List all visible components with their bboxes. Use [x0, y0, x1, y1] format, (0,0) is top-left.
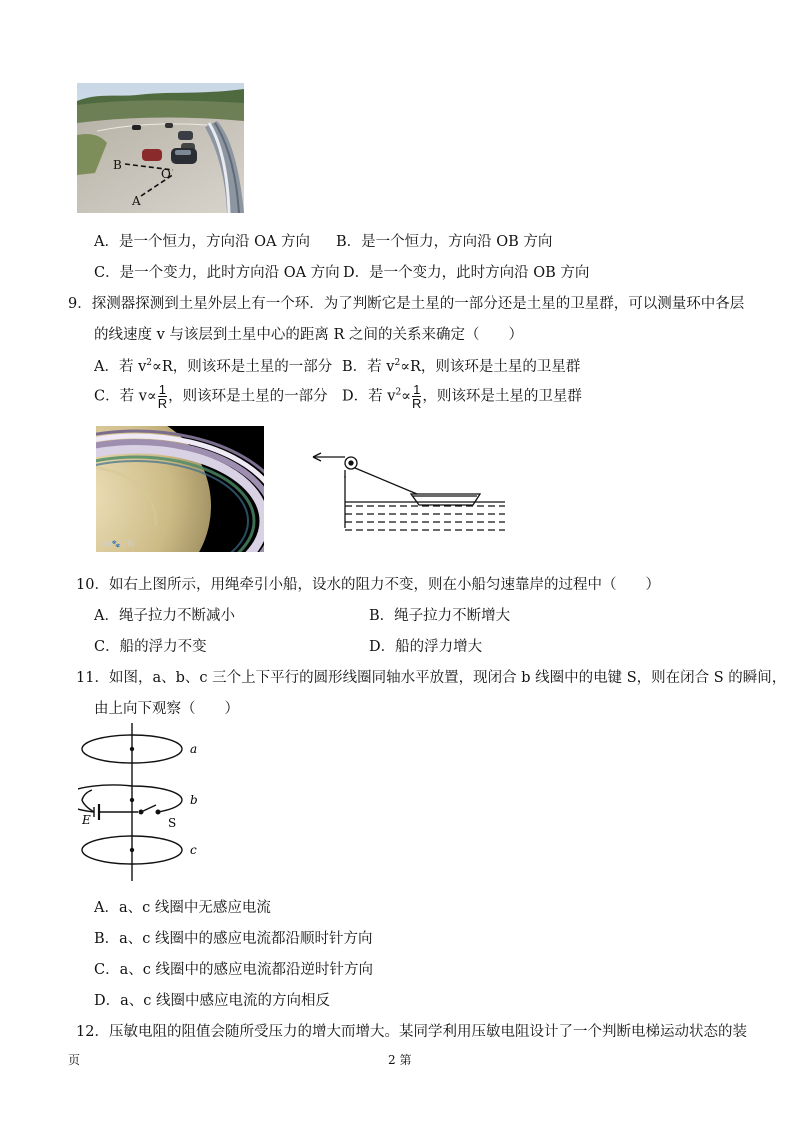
- coils-diagram: [78, 723, 218, 885]
- watermark: Bai🐾百科: [100, 540, 135, 548]
- page-number: 2 第: [388, 1053, 412, 1067]
- q11-stem-line2: 由上向下观察（ ）: [94, 701, 239, 717]
- fraction: $\frac{1}{R}$: [412, 382, 422, 411]
- q8-option-c: C．是一个变力，此时方向沿 OA 方向: [94, 265, 340, 281]
- coil-a-label: a: [190, 742, 198, 756]
- q8-option-b: B．是一个恒力，方向沿 OB 方向: [336, 234, 553, 250]
- q10-stem: 10．如右上图所示，用绳牵引小船，设水的阻力不变，则在小船匀速靠岸的过程中（ ）: [76, 577, 660, 593]
- q9-stem-line2: 的线速度 v 与该层到土星中心的距离 R 之间的关系来确定（ ）: [94, 327, 524, 343]
- q10-option-c: C．船的浮力不变: [94, 639, 207, 655]
- q10-option-b: B．绳子拉力不断增大: [369, 608, 511, 624]
- footer-left: 页: [68, 1053, 81, 1067]
- q10-option-d: D．船的浮力增大: [369, 639, 483, 655]
- label-a: A: [132, 194, 141, 208]
- q8-option-d: D．是一个变力，此时方向沿 OB 方向: [343, 265, 590, 281]
- q10-option-a: A．绳子拉力不断减小: [94, 608, 235, 624]
- q11-option-c: C．a、c 线圈中的感应电流都沿逆时针方向: [94, 962, 373, 978]
- q9-option-a: A．若 $v^2\propto R$，则该环是土星的一部分: [94, 358, 333, 375]
- q9-option-c: C．若 v∝ $\frac{1}{R}$ ，则该环是土星的一部分: [94, 382, 328, 411]
- label-b: B: [113, 158, 122, 172]
- q11-stem-line1: 11．如图，a、b、c 三个上下平行的圆形线圈同轴水平放置，现闭合 b 线圈中的电键 S，则在闭合 S 的瞬间，: [76, 670, 787, 686]
- coil-c-label: c: [190, 843, 197, 857]
- q8-option-a: A．是一个恒力，方向沿 OA 方向: [94, 234, 311, 250]
- q9-option-b: B．若 $v^2\propto R$，则该环是土星的卫星群: [342, 358, 581, 375]
- label-o: O: [161, 167, 171, 181]
- q11-option-a: A．a、c 线圈中无感应电流: [94, 900, 271, 916]
- q12-stem-line1: 12．压敏电阻的阻值会随所受压力的增大而增大。某同学利用压敏电阻设计了一个判断电梯运动状态的装: [76, 1024, 747, 1040]
- fraction: $\frac{1}{R}$: [157, 382, 168, 411]
- race-track-photo: [77, 83, 244, 213]
- q9-stem-line1: 9．探测器探测到土星外层上有一个环．为了判断它是土星的一部分还是土星的卫星群，可以测量环中各层: [68, 296, 745, 312]
- boat-pulley-diagram: [305, 448, 525, 543]
- q11-option-b: B．a、c 线圈中的感应电流都沿顺时针方向: [94, 931, 373, 947]
- switch-s-label: S: [168, 816, 177, 830]
- q11-option-d: D．a、c 线圈中感应电流的方向相反: [94, 993, 330, 1009]
- q9-option-d: D．若 $v^2\propto$ $\frac{1}{R}$ ，则该环是土星的卫星群: [342, 382, 582, 411]
- coil-b-label: b: [190, 793, 198, 807]
- battery-e-label: E: [82, 813, 91, 827]
- saturn-photo: [96, 426, 264, 552]
